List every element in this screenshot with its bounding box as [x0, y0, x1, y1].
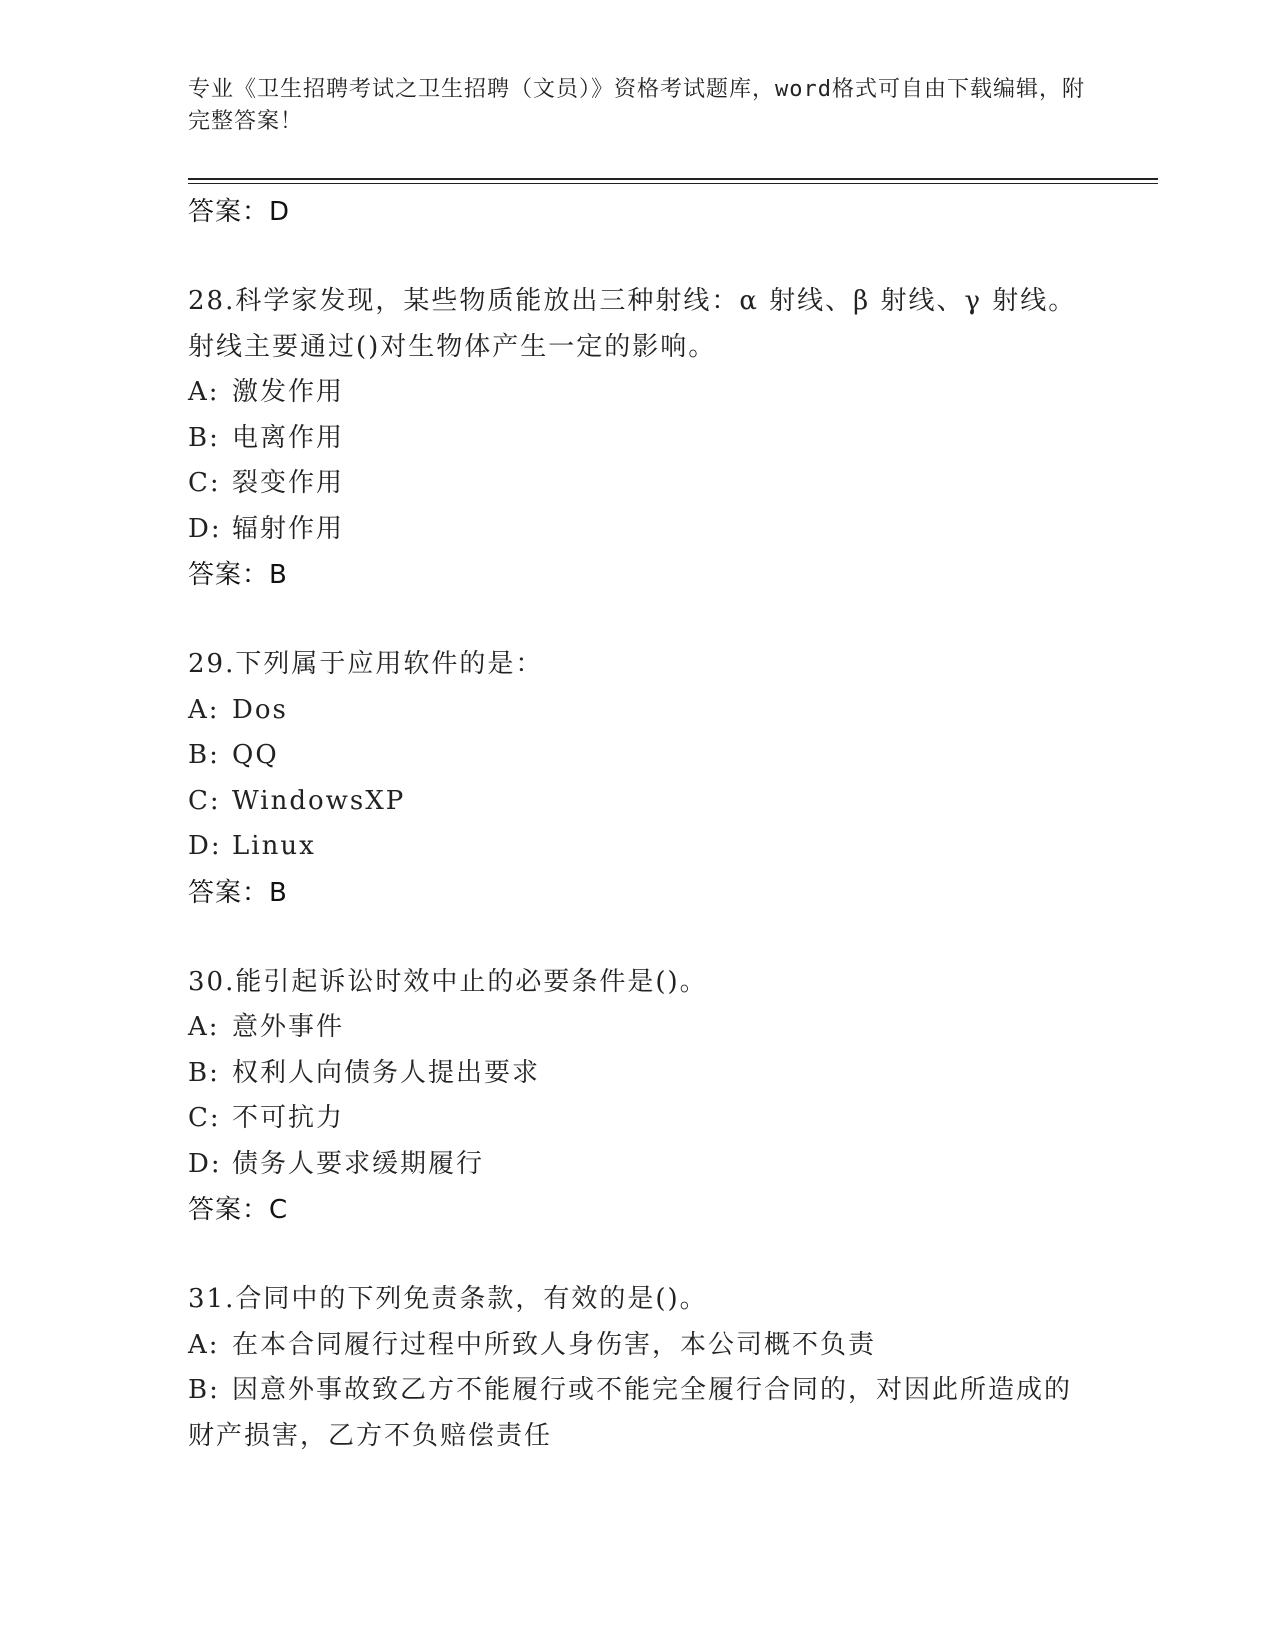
- answer-line: 答案：C: [188, 1195, 289, 1225]
- question-text: 30.能引起诉讼时效中止的必要条件是()。: [188, 966, 708, 997]
- option-letter: C:: [188, 468, 221, 498]
- option-letter: B:: [188, 740, 220, 770]
- answer-line: 答案：B: [188, 560, 288, 590]
- previous-answer: 答案：D: [188, 197, 291, 227]
- option-text: Dos: [232, 694, 288, 725]
- question-30: [188, 960, 1088, 1234]
- question-text: 31.合同中的下列免责条款，有效的是()。: [188, 1284, 708, 1314]
- option-letter: C:: [188, 1103, 221, 1133]
- option-text: WindowsXP: [232, 785, 406, 816]
- option-letter: A:: [188, 1329, 220, 1360]
- option-a: [188, 688, 1088, 734]
- option-letter: B:: [188, 1375, 220, 1405]
- question-31: [188, 1277, 1088, 1459]
- option-text: 在本合同履行过程中所致人身伤害，本公司概不负责: [232, 1329, 877, 1360]
- option-letter: B:: [188, 422, 220, 453]
- option-letter: A:: [188, 377, 220, 407]
- header-divider-thin: [188, 183, 1158, 184]
- option-text: 意外事件: [232, 1012, 345, 1042]
- option-letter: A:: [188, 694, 220, 725]
- option-text: 激发作用: [232, 377, 345, 407]
- option-text: 裂变作用: [232, 468, 345, 498]
- option-letter: A:: [188, 1012, 220, 1042]
- document-header: 专业《卫生招聘考试之卫生招聘（文员）》资格考试题库，word格式可自由下载编辑，附完整答案！: [188, 77, 1085, 134]
- option-text: 辐射作用: [232, 513, 345, 544]
- option-a: [188, 1323, 1088, 1369]
- question-28: [188, 279, 1088, 598]
- option-letter: D:: [188, 1148, 222, 1179]
- option-text: Linux: [232, 831, 316, 861]
- answer-line: 答案：B: [188, 877, 288, 908]
- option-b: [188, 1051, 1088, 1097]
- option-a: [188, 1005, 1088, 1051]
- question-29: [188, 642, 1088, 916]
- option-letter: C:: [188, 785, 221, 816]
- option-b: [188, 733, 1088, 779]
- option-a: [188, 370, 1088, 416]
- option-d: [188, 1142, 1088, 1188]
- option-b: [188, 1368, 1088, 1459]
- option-text: 债务人要求缓期履行: [232, 1148, 485, 1179]
- question-list: [188, 189, 1088, 1503]
- header-divider: [188, 178, 1158, 180]
- option-d: [188, 824, 1088, 870]
- question-text: 28.科学家发现，某些物质能放出三种射线：α 射线、β 射线、γ 射线。射线主要通过()对生物体产生一定的影响。: [188, 286, 1077, 362]
- option-c: [188, 461, 1088, 507]
- option-letter: D:: [188, 513, 222, 544]
- option-d: [188, 507, 1088, 553]
- question-text: 29.下列属于应用软件的是：: [188, 649, 544, 679]
- option-text: 电离作用: [232, 422, 345, 453]
- option-b: [188, 416, 1088, 462]
- option-letter: D:: [188, 831, 222, 861]
- option-text: 因意外事故致乙方不能履行或不能完全履行合同的，对因此所造成的财产损害，乙方不负赔偿责任: [188, 1375, 1073, 1451]
- option-text: QQ: [232, 740, 279, 770]
- option-c: [188, 779, 1088, 825]
- option-c: [188, 1096, 1088, 1142]
- option-letter: B:: [188, 1057, 220, 1088]
- option-text: 不可抗力: [232, 1103, 345, 1133]
- option-text: 权利人向债务人提出要求: [232, 1057, 541, 1088]
